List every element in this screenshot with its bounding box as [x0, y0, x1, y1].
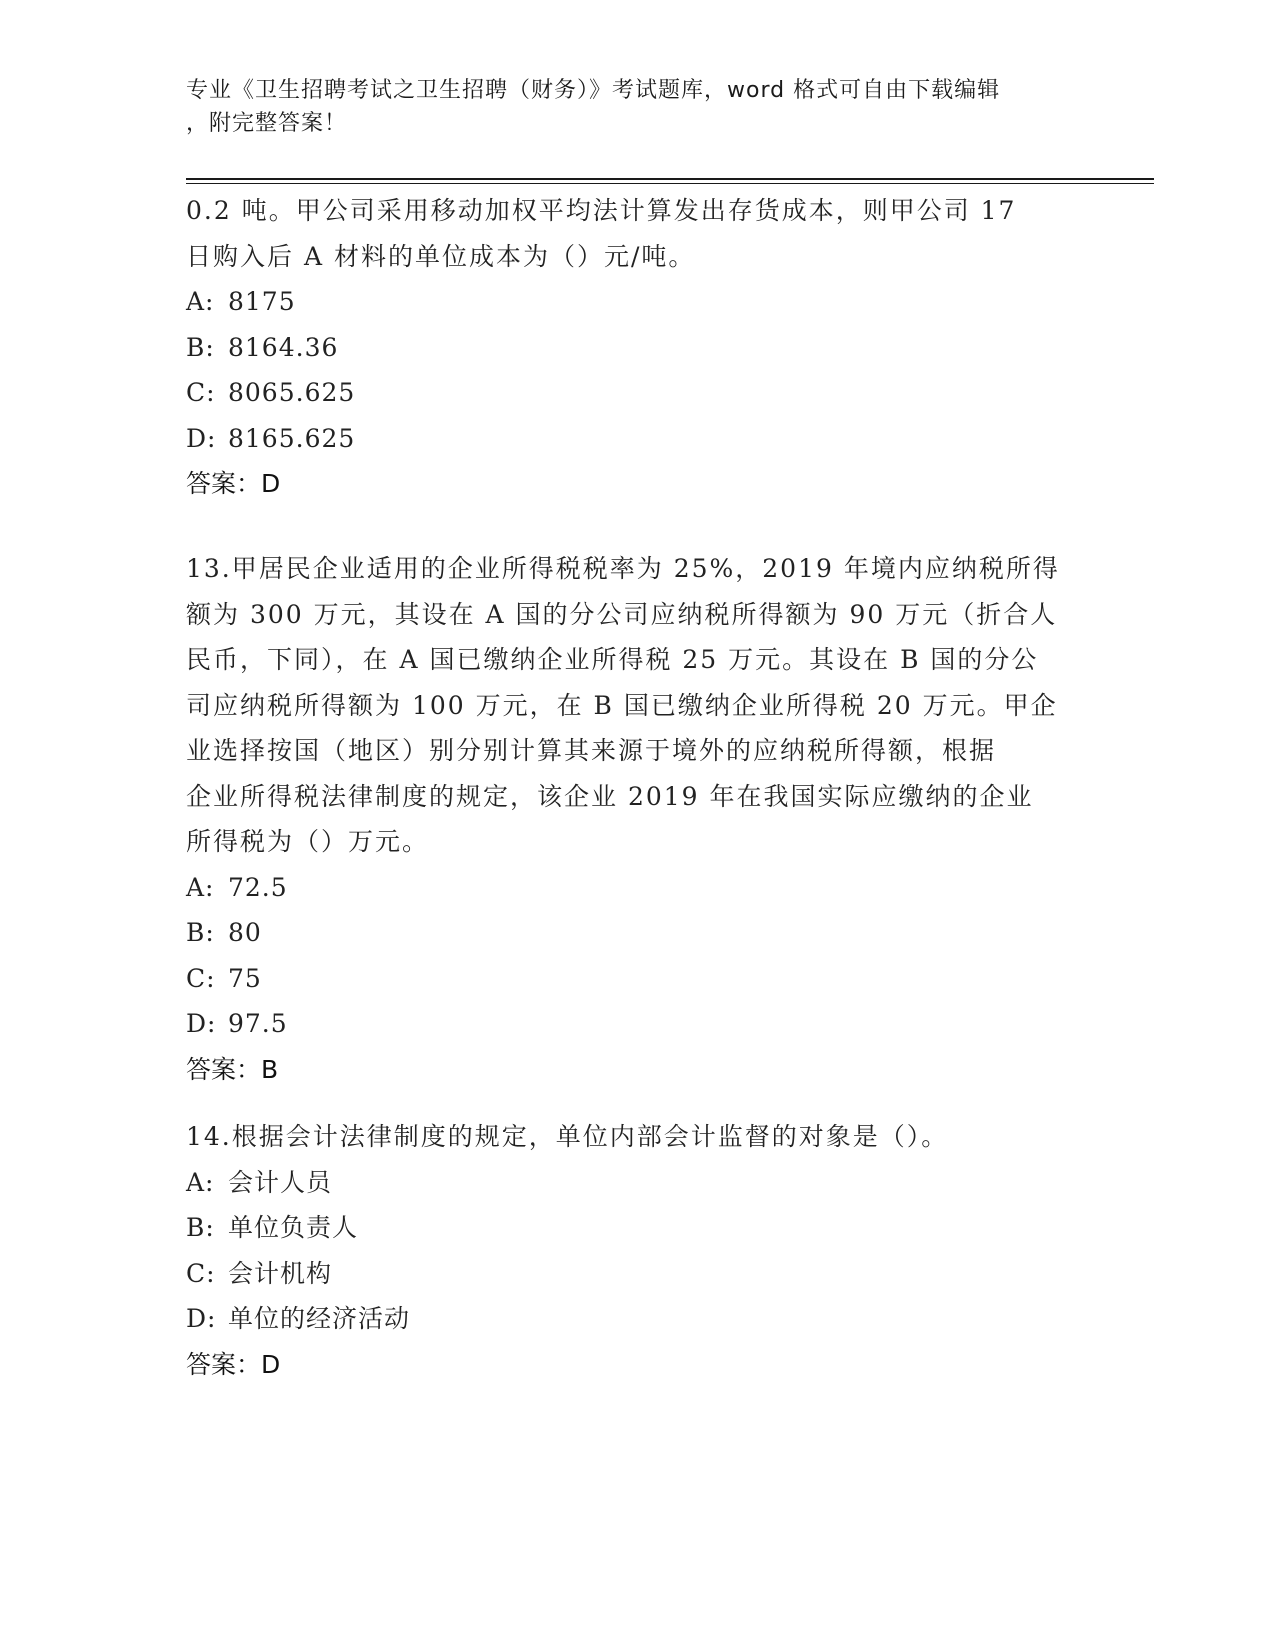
- option-d: [186, 416, 1066, 462]
- option-key: A:: [186, 872, 215, 902]
- question-stem-line: 0.2 吨。甲公司采用移动加权平均法计算发出存货成本，则甲公司 17: [186, 196, 1017, 225]
- question-stem-line: 企业所得税法律制度的规定，该企业 2019 年在我国实际应缴纳的企业: [186, 781, 1034, 811]
- question-stem-line: 司应纳税所得额为 100 万元，在 B 国已缴纳企业所得税 20 万元。甲企: [186, 690, 1058, 720]
- option-key: C:: [186, 378, 216, 407]
- option-d: [186, 1001, 1066, 1047]
- option-key: B:: [186, 1213, 215, 1242]
- header-divider-thick: [186, 178, 1154, 180]
- question-block: [186, 546, 1066, 1092]
- option-key: B:: [186, 918, 215, 947]
- question-stem-line: 民币，下同），在 A 国已缴纳企业所得税 25 万元。其设在 B 国的分公: [186, 645, 1039, 674]
- option-b: [186, 910, 1066, 956]
- header-line-2: ，附完整答案！: [186, 111, 348, 136]
- option-text: 97.5: [228, 1009, 288, 1038]
- option-text: 8165.625: [228, 423, 356, 453]
- option-b: [186, 1205, 1066, 1251]
- question-block: [186, 1114, 1066, 1387]
- option-c: [186, 1251, 1066, 1297]
- question-stem-line: 14.根据会计法律制度的规定，单位内部会计监督的对象是（）。: [186, 1122, 949, 1151]
- option-a: [186, 279, 1066, 325]
- option-key: C:: [186, 1258, 216, 1288]
- option-key: D:: [186, 1304, 217, 1333]
- option-c: [186, 956, 1066, 1002]
- option-key: A:: [186, 1167, 215, 1197]
- option-b: [186, 325, 1066, 371]
- option-c: [186, 370, 1066, 416]
- option-d: [186, 1296, 1066, 1342]
- question-block: [186, 188, 1066, 507]
- question-stem-line: 日购入后 A 材料的单位成本为（）元/吨。: [186, 241, 696, 271]
- option-key: C:: [186, 963, 216, 993]
- answer-line: 答案：B: [186, 1054, 279, 1084]
- option-text: 75: [228, 963, 262, 993]
- answer-line: 答案：D: [186, 1349, 281, 1379]
- question-stem-line: 所得税为（）万元。: [186, 827, 430, 856]
- option-a: [186, 1160, 1066, 1206]
- option-key: D:: [186, 1009, 217, 1038]
- option-key: A:: [186, 287, 215, 316]
- option-text: 80: [228, 918, 262, 947]
- question-stem-line: 业选择按国（地区）别分别计算其来源于境外的应纳税所得额，根据: [186, 736, 997, 765]
- option-text: 会计机构: [228, 1258, 333, 1288]
- document-header: [186, 74, 1066, 140]
- option-text: 单位的经济活动: [228, 1304, 411, 1333]
- question-stem-line: 额为 300 万元，其设在 A 国的分公司应纳税所得额为 90 万元（折合人: [186, 599, 1058, 629]
- option-text: 单位负责人: [228, 1213, 359, 1242]
- option-key: B:: [186, 332, 215, 362]
- question-stem-line: 13.甲居民企业适用的企业所得税税率为 25%，2019 年境内应纳税所得: [186, 554, 1060, 583]
- header-line-1: 专业《卫生招聘考试之卫生招聘（财务）》考试题库，word 格式可自由下载编辑: [186, 78, 1001, 103]
- option-key: D:: [186, 423, 217, 453]
- option-text: 会计人员: [228, 1167, 333, 1197]
- option-text: 72.5: [228, 872, 288, 902]
- answer-line: 答案：D: [186, 469, 281, 498]
- header-divider-thin: [186, 183, 1154, 184]
- option-text: 8164.36: [228, 332, 339, 362]
- option-text: 8065.625: [228, 378, 356, 407]
- option-text: 8175: [228, 287, 296, 316]
- option-a: [186, 865, 1066, 911]
